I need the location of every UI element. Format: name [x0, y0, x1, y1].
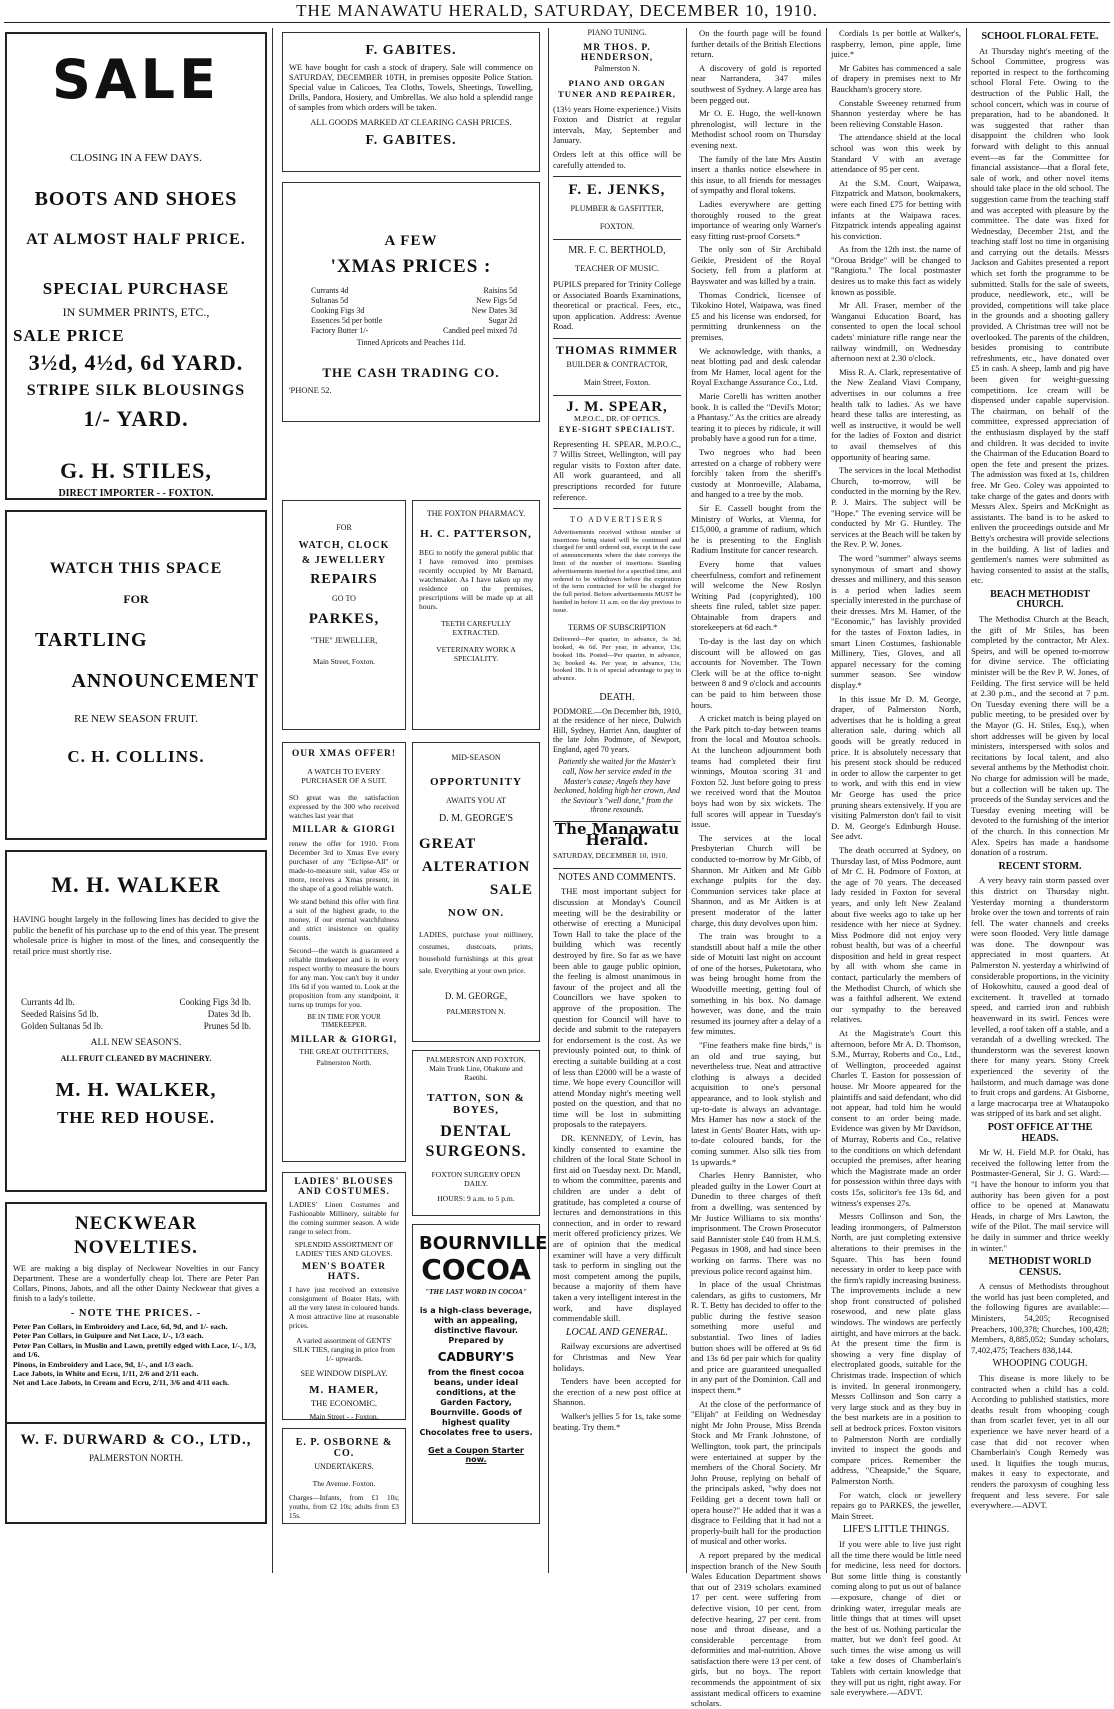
- summer-prints: IN SUMMER PRINTS, ETC.,: [62, 305, 210, 319]
- tatton-dental-ad: [412, 1050, 540, 1216]
- rimmer-ad: [553, 345, 681, 389]
- berthold-name: MR. F. C. BERTHOLD,: [568, 244, 666, 256]
- news-para: We acknowledge, with thanks, a neat blotting pad and desk calendar from Mr Hamer, local agent for the Royal Exchange Assurance Co., Ltd.: [691, 345, 821, 388]
- surgery-hours: HOURS: 9 a.m. to 5 p.m.: [437, 1194, 515, 1203]
- parkes-jewellery: & JEWELLERY: [301, 555, 387, 566]
- news-para: On the fourth page will be found further details of the British Elections return.: [691, 28, 821, 60]
- gabites-sign: F. GABITES.: [365, 133, 457, 148]
- news-para: Messrs Collinson and Son, the leading ironmongers, of Palmerston North, are just completing extensive alterations to their premises in the Square. This has been found necessary in order to keep pace with the firm's rapidly increasing business. The improvements include a new shop front constructed of polished rosewood, and new plate glass windows. The windows are perfectly airtight, and have mirrors at the back. At the present time the firm is showing a very fine display of electroplated goods, suitable for the Christmas trade. Inspection of which is invited. In general ironmongery, Messrs Collinson and Son carry a very large stock and as they buy in the best markets are in a position to sell at bedrock prices. Foxton visitors to Palmerston North are cordially invited to inspect the goods and compare prices. Remember the address, "Cheapside," the Square, Palmerston North.: [831, 1211, 961, 1486]
- cadburys: CADBURY'S: [437, 1350, 515, 1364]
- news-para: The services in the local Methodist Church, to-morrow, will be conducted in the morning by the Rev. P. J. Mairs. The subject will be "Hope." The evening service will be conducted by Mr G. Huntley. The services at the Beach will be taken by the Rev. P. W. Jones.: [831, 465, 961, 550]
- news-para: Cordials 1s per bottle at Walker's, raspberry, lemon, pine apple, lime juice.*: [831, 28, 961, 60]
- news-para: Mr O. E. Hugo, the well-known phrenologist, will lecture in the Methodist school room on Thursday evening next.: [691, 108, 821, 150]
- stripe-silk: STRIPE SILK BLOUSINGS: [26, 382, 246, 399]
- life-heading: LIFE'S LITTLE THINGS.: [842, 1524, 950, 1536]
- gabites-ad: [282, 32, 540, 172]
- millar-sign: MILLAR & GIORGI,: [290, 1035, 398, 1045]
- announcement-text: ANNOUNCEMENT: [71, 670, 259, 692]
- news-para: Ladies everywhere are getting thoroughly roused to the great importance of wearing only Warner's easy fitting rust-proof Corsets.*: [691, 198, 821, 241]
- price-item: Net and Lace Jabots, in Cream and Ecru, 2/11, 3/6 and 4/11 each.: [13, 1378, 230, 1388]
- spear-role: M.P.O.C., DR. OF OPTICS.: [573, 414, 661, 424]
- price-item: Peter Pan Collars, in Guipure and Net Lace, 1/-, 1/3 each.: [13, 1331, 204, 1341]
- gabites-body: WE have bought for cash a stock of drapery. Sale will commence on SATURDAY, DECEMBER 10TH, in premises opposite Police Station. Special value in Calicoes, Tea Cloths, Towels, Sheetings, Towelling, Drills, Pandora, Hosiery, and Umbrellas. We also hold a splendid range of samples from which orders will be taken.: [289, 63, 533, 112]
- spear-role2: EYE-SIGHT SPECIALIST.: [558, 425, 676, 435]
- notes-heading: NOTES AND COMMENTS.: [558, 871, 676, 883]
- news-para: The word "summer" always seems synonymous of smart and showy dresses and millinery, and this season is a period when ladies seem specially interested in the purchase of their dresses. Mrs M. Hamer, of the "Economic," has lavishly provided for the tastes of Foxton ladies, in smart Linen Costumes, fashionable Millinery, Ties, Gloves, and all apparel necessary for the coming summer season. See window display.*: [831, 552, 961, 691]
- parkes-street: Main Street, Foxton.: [312, 657, 376, 666]
- column-rule: [686, 28, 687, 1573]
- news-para: In this issue Mr D. M. George, draper, of Palmerston North, advertises that he is holding a great alteration sale, during which all goods will be greatly reduced in price. It is absolutely necessary that his present stock should be reduced in order to allow the carpenter to get to work, and with this end in view Mr George has used the price pruning shears extensively. If you are visiting Palmerston don't fail to visit D. M. George's Edinburgh House. See advt.: [831, 693, 961, 842]
- xmas-row: Sultanas 5d New Figs 5d: [311, 296, 517, 305]
- patterson-body: BEG to notify the general public that I have removed into premises recently occupied by Mr Barnard, watchmaker. As I have taken up my residence on the premises, prescriptions will be made up at all hours.: [419, 548, 533, 611]
- watch-offer: A WATCH TO EVERY PURCHASER OF A SUIT.: [301, 767, 387, 785]
- millar-outfitters: THE GREAT OUTFITTERS,: [299, 1047, 389, 1056]
- stiles-importer: DIRECT IMPORTER - - FOXTON.: [58, 488, 214, 499]
- parkes-the-jeweller: "THE" JEWELLER,: [310, 636, 378, 645]
- dental-surgeons: DENTAL SURGEONS.: [425, 1123, 527, 1160]
- herald-nameplate: The Manawatu Herald.: [554, 820, 680, 849]
- news-para: Mr All. Fraser, member of the Wanganui Education Board, has consented to open the local school cadets' miniature rifle range near the railway windmill, on Wednesday afternoon next at 2.30 o'clock.: [831, 300, 961, 364]
- tartling-text: TARTLING: [35, 629, 148, 651]
- xmas-row: Cooking Figs 3d New Dates 3d: [311, 306, 517, 315]
- spear-ad: [553, 398, 681, 502]
- news-para: A discovery of gold is reported near Narrandera, 347 miles southwest of Sydney. A large area has been pegged out.: [691, 62, 821, 105]
- floral-para: At Thursday night's meeting of the School Committee, progress was reported in respect to the forthcoming school Floral Fete. Owing to the destruction of the Public Hall, the school concert, which was in course of preparation, had to be abandoned. It was suggested that rather than disappoint the children who look forward with delight to this annual event—as far the Committee for financial assistance—that a floral fete, sale of work, and other novel items should take place in the old school. The suggestion came from the teaching staff and was accepted with pleasure by the committee. The date was fixed for Wednesday, December 21st, and the teaching staff lost no time in organising and carrying out the details. Messrs Jackson and Gabites presented a report which set forth the programme to be submitted. Stalls for the sale of sweets, produce, needlework, etc., will be provided, competitions will take place in the grounds and a shooting gallery provided. A Christmas tree will not be overlooked. The parents of the children, besides promising to contribute refreshments, etc., have donated over £5 in cash. A sheep, lamb and pig have been given for weight-guessing competitions. Ice cream will be dispensed under capable supervision. The chairman, on behalf of the committee, expressed appreciation of the enthusiasm displayed by the staff and children. It was decided to invite the Chairman of the Education Board to open the fete and present the prizes. The admission was fixed at 1s, children free. Mr Geo. Coley was appointed to take charge of the gates and doors with Messrs Alex. Speirs and McKnight as assistants. The band is to be asked to enliven the proceedings outside and Mr Betty's orchestra will provide selections in the building. A list of ladies and gentlemen's names were submitted as having consented to assist at the stalls, etc.: [971, 45, 1109, 586]
- parkes-go-to: GO TO: [332, 594, 356, 603]
- walker-name: M. H. WALKER,: [55, 1079, 217, 1101]
- george-place: PALMERSTON N.: [446, 1007, 506, 1016]
- death-verse: Patiently she waited for the Master's call, Now her service ended in the Master's cause; Angels they have beckoned, holding high her crown, And the Saviour's "well done," from the throne resounds.: [554, 757, 680, 815]
- foxton-pharmacy: THE FOXTON PHARMACY.: [426, 509, 526, 518]
- george-sale-ad: [412, 742, 540, 1042]
- price-item: Pinons, in Embroidery and Lace, 9d, 1/-, and 1/3 each.: [13, 1359, 194, 1369]
- gabites-heading: F. GABITES.: [365, 43, 457, 58]
- parkes-name: PARKES,: [308, 611, 380, 627]
- henderson-ad: [553, 28, 681, 170]
- tatton-firm: TATTON, SON & BOYES,: [427, 1092, 525, 1116]
- rimmer-place: Main Street, Foxton.: [583, 378, 651, 388]
- now-on: NOW ON.: [447, 907, 505, 919]
- closing-text: CLOSING IN A FEW DAYS.: [70, 152, 202, 164]
- awaits: AWAITS YOU AT: [446, 796, 506, 805]
- masthead-rule: [4, 22, 1110, 23]
- local-general-heading: LOCAL AND GENERAL.: [565, 1326, 669, 1338]
- subscription-heading: TERMS OF SUBSCRIPTION: [568, 622, 666, 632]
- cash-trading-name: THE CASH TRADING CO.: [322, 365, 500, 380]
- news-para: To-day is the last day on which discount will be allowed on gas accounts for November. The Town Clerk will be at the office to-night between 8 and 9 o'clock and accounts can be paid to him between those hours.: [691, 636, 821, 710]
- henderson-body: (13½ years Home experience.) Visits Foxton and District at regular intervals, May, September and January.: [553, 103, 681, 146]
- news-para: Thomas Condrick, licensee of Tikokino Hotel, Waipawa, was fined £5 and his license was endorsed, for permitting drunkenness on the premises.: [691, 289, 821, 343]
- jenks-ad: [553, 182, 681, 233]
- news-para: At the close of the performance of "Elijah" at Feilding on Wednesday night Mr John Prouse, Miss Brenda Stock and Mr Frank Johnstone, of Wellington, took part, the principals were entertained at supper by the members of the Choral Society. Mr John Prouse, replying on behalf of the principals asked, "why does not Feilding get a decent town hall or opera house?" He added that it was a disgrace to Feilding that it had not a properly-built hall for the production of musical and other works.: [691, 1398, 821, 1547]
- millar-body3: We stand behind this offer with first a suit of the highest grade, to the money, if our eternal watchfulness and strict insistence on quality counts.: [289, 897, 399, 942]
- news-para: Two negroes who had been arrested on a charge of robbery were forcibly taken from the sheriff's custody at Monroeville, Alabama, and hanged to a tree by the mob.: [691, 446, 821, 500]
- collins-name: C. H. COLLINS.: [67, 747, 205, 766]
- collins-watch-ad: [5, 510, 267, 840]
- walker-price-row: Golden Sultanas 5d lb. Prunes 5d lb.: [21, 1021, 251, 1031]
- mid-season: MID-SEASON: [451, 753, 501, 762]
- henderson-place: Palmerston N.: [594, 63, 640, 73]
- xmas-row: Factory Butter 1/- Candied peel mixed 7d: [311, 326, 517, 335]
- boater-hats: MEN'S BOATER HATS.: [302, 1262, 386, 1282]
- news-para: As from the 12th inst. the name of "Oroua Bridge" will be changed to "Rangiotu." The local postmaster desires us to make this fact as widely known as possible.: [831, 244, 961, 297]
- neckwear-heading: NECKWEAR NOVELTIES.: [74, 1213, 198, 1258]
- hamer-body2: I have just received an extensive consignment of Boater Hats, with all the very latest in coloured bands. A most attractive line at reasonable prices.: [289, 1285, 399, 1330]
- patterson-ad: [412, 500, 540, 730]
- news-para: A report prepared by the medical inspection branch of the New South Wales Education Department shows that out of 2319 scholars examined 17 per cent. were suffering from defective vision, 10 per cent. from defective hearing, 27 per cent. from nose and throat disease, and a considerable percentage from deformities and mal-nutrition. Above satisfaction there were 13 per cent. of girls, but no boys. The report recommends the appointment of six assistant medical officers to examine scholars.: [691, 1549, 821, 1709]
- census-para: A census of Methodists throughout the world has just been completed, and the following figures are available:—Ministers, 54,205; Recognised Preachers, 100,378; Churches, 100,428; Members, 8,885,052; Sunday scholars, 7,402,475; Teachers 838,144.: [971, 1281, 1109, 1355]
- millar-body: SO great was the satisfaction expressed by the 300 who received watches last year that: [289, 793, 399, 820]
- notes-para: THE most important subject for discussion at Monday's Council meeting will be the desirability or otherwise of erecting a Municipal Town Hall to take the place of the building which was recently destroyed by fire. So far as we have been able to gauge public opinion, the feeling is almost unanimous in favour of the project and all the Councillors we have spoken to approve of the proposition. The question for Council will have to decide and submit to the ratepayers for endorsement is the cost. As we previously pointed out, to think of erecting a suitable building at a cost of less than £2000 will be a waste of time. We hope every Councillor will attend Monday night's meeting well posted on the question, and that no time will be lost in submitting proposals to the ratepayers.: [553, 886, 681, 1130]
- osborne-charges: Charges—Infants, from £1 10s; youths, from £2 10s; adults from £3 15s.: [289, 1494, 399, 1520]
- tatton-top2: Main Trunk Line, Ohakune and Raetihi.: [429, 1064, 523, 1082]
- hamer-name: M. HAMER,: [309, 1384, 379, 1396]
- hamer-ad: [282, 1172, 406, 1420]
- new-seasons: ALL NEW SEASON'S.: [90, 1038, 182, 1048]
- death-body: PODMORE.—On December 8th, 1910, at the residence of her niece, Dulwich Hill, Sydney, Harriet Ann, daughter of the late John Podmore, of Newport, England, aged 70 years.: [553, 706, 681, 754]
- hamer-street: Main Street - - Foxton.: [309, 1412, 379, 1421]
- sale-price-label: SALE PRICE: [13, 326, 125, 345]
- xmas-row: Currants 4d Raisins 5d: [311, 286, 517, 295]
- boots-heading: BOOTS AND SHOES: [34, 188, 238, 210]
- column-4: [691, 28, 821, 1709]
- a-few: A FEW: [384, 233, 438, 249]
- floral-fete-heading: SCHOOL FLORAL FETE.: [981, 31, 1099, 42]
- george-sign: D. M. GEORGE,: [444, 991, 508, 1001]
- henderson-name: MR THOS. P. HENDERSON,: [580, 42, 654, 64]
- news-para: Sir E. Cassell bought from the Ministry of Works, at Vienna, for £15,000, a gramme of radium, which he is presenting to the English Radium Institute for cancer research.: [691, 502, 821, 556]
- notes-para: DR. KENNEDY, of Levin, has kindly consented to examine the children of the local State School in first aid on Tuesday next. Dr. Mandl, to whom the committee, parents and children are under a debt of gratitude, has completed a course of lectures and demonstrations in this connection, and in order to reward merit offered proficiency prizes. We are of opinion that the medical examiner will have a very difficult task to perform in singling out the most competent among the pupils, because a majority of them have taken a very intelligent interest in the work, and have displayed commendable skill.: [553, 1133, 681, 1324]
- column-6: [971, 28, 1109, 1573]
- news-para: "Fine feathers make fine birds," is an old and true saying, but nevertheless true. Neat and attractive clothing is always a decided acquisition to one's personal appearance, and to look stylish and up-to-date is always an advantage. Mrs Hamer has now a stock of the latest in Gents' Boater Hats, with up-to-date coloured bands, for the coming summer. Also silk ties from 1s upwards.*: [691, 1040, 821, 1167]
- cough-para: This disease is more likely to be contracted when a child has a cold. According to published statistics, more deaths result from whooping cough than from scarlet fever, yet in all our experience we have never heard of a case that did not recover when Chamberlain's Cough Remedy was used. It liquifies the tough mucus, makes it easy to expectorate, and renders the paroxysm of coughing less frequent and less severe. For sale everywhere.—ADVT.: [971, 1373, 1109, 1511]
- column-rule: [272, 28, 273, 1573]
- red-house: THE RED HOUSE.: [56, 1108, 216, 1127]
- local-para: Walker's jellies 5 for 1s, take some beating. Try them.*: [553, 1410, 681, 1432]
- osborne-ad: [282, 1428, 406, 1524]
- walker-body: HAVING bought largely in the following lines has decided to give the public the benefit of his purchase up to the end of this year. The present wholesale price is higher in most of the lines, and consequently the retail price must shortly rise.: [13, 914, 259, 956]
- storm-heading: RECENT STORM.: [998, 860, 1082, 872]
- advertisers-body: Advertisements received without number of insertions being stated will be continued and charged for until ordered out, except in the case of announcements where the date conveys the limit of the number of insertions. Standing advertisements inserted for a specified time, and ordered to be withdrawn before the expiration of the term contracted for will be charged for the full period. Before advertisements MUST be handed in before 11 a.m. on the day previous to issue.: [553, 528, 681, 614]
- local-para: Railway excursions are advertised for Christmas and New Year holidays.: [553, 1341, 681, 1373]
- patterson-name: H. C. PATTERSON,: [420, 528, 532, 540]
- cocoa-body: is a high-class beverage, with an appealing, distinctive flavour. Prepared by: [419, 1306, 533, 1345]
- price-list: 3½d, 4½d, 6d YARD.: [28, 350, 244, 375]
- henderson-body2: Orders left at this office will be carefully attended to.: [553, 148, 681, 170]
- parkes-for: FOR: [336, 523, 352, 532]
- column-rule: [826, 28, 827, 1573]
- millar-body2: renew the offer for 1910. From December 3rd to Xmas Eve every purchaser of any "Eclipse-All" or made-to-measure suit, value 45s or more, receives a Xmas present, in the shape of a good reliable watch.: [289, 839, 399, 893]
- economic: THE ECONOMIC.: [310, 1398, 378, 1408]
- subscription-body: Delivered—Per quarter, in advance, 3s 3d; booked, 4s 6d. Per year, in advance, 13s; booked 18s. Posted—Per quarter, in advance, 3s; booked 4s. Per year, in advance, 13s; booked 18s. It is of special advantage to pay in advance.: [553, 636, 681, 683]
- durward-neckwear-ad: [5, 1202, 267, 1424]
- local-para: Tenders have been accepted for the erection of a new post office at Shannon.: [553, 1376, 681, 1408]
- herald-dateline: SATURDAY, DECEMBER 10, 1910.: [553, 851, 668, 861]
- half-price-text: AT ALMOST HALF PRICE.: [26, 231, 246, 248]
- post-para: Mr W. H. Field M.P. for Otaki, has received the following letter from the Postmaster-General, Sir J. G. Ward:— "I have the honour to inform you that authority has been given for a post office to be opened at Manawatu Heads, in charge of Mrs Lawton, the wife of the Pilot. The mail service will be daily in summer and thrice weekly in winter.": [971, 1147, 1109, 1253]
- news-para: At the S.M. Court, Waipawa, Fitzpatrick and Matson, bookmakers, were each fined £75 for betting with infants at the Waipawa races. Fitzpatrick intends appealing against his conviction.: [831, 177, 961, 241]
- coupon-starter: Get a Coupon Starter now.: [428, 1446, 524, 1464]
- new-season-fruit: RE NEW SEASON FRUIT.: [74, 713, 198, 725]
- durward-footer: [5, 1424, 267, 1524]
- millar-firm: MILLAR & GIORGI: [292, 825, 396, 835]
- special-purchase: SPECIAL PURCHASE: [42, 279, 230, 298]
- stiles-name: G. H. STILES,: [60, 458, 212, 483]
- alteration: ALTERATION: [421, 859, 531, 875]
- xmas-offer-heading: OUR XMAS OFFER!: [291, 749, 397, 759]
- jenks-name: F. E. JENKS,: [568, 182, 666, 199]
- walker-ad: [5, 850, 267, 1192]
- rimmer-name: THOMAS RIMMER: [556, 343, 678, 358]
- millar-giorgi-ad: [282, 742, 406, 1162]
- news-para: At the Magistrate's Court this afternoon, before Mr A. D. Thomson, S.M., Murray, Roberts and Co., Ltd., of Wellington, proceeded against Charles T. Easton for possession of house. Mr Moore appeared for the plaintiffs and said defendant, who did not appear, had told him he would consent to an order being made. Evidence was given by Mr Davidson, of Murray, Roberts and Co., relative to the conditions on which defendant occupied the premises, after hearing which the Magistrate made an order for possession within three days with costs 15s, solicitor's fee 13s 6d, and witness's expenses 27s.: [831, 1028, 961, 1208]
- fruit-cleaned: ALL FRUIT CLEANED BY MACHINERY.: [60, 1054, 212, 1063]
- news-para: Miss R. A. Clark, representative of the New Zealand Viavi Company, advertises in our columns a free health talk to ladies. As we have heard these talks are interesting, as well as instructive, it would be well for the ladies of Foxton and district to avail themselves of this opportunity of hearing same.: [831, 366, 961, 462]
- price-item: Peter Pan Collars, in Muslin and Lawn, prettily edged with Lace, 1/-, 1/3, and 1/6.: [13, 1340, 256, 1360]
- price-item: Peter Pan Collars, in Embroidery and Lace, 6d, 9d, and 1/- each.: [13, 1322, 228, 1331]
- stiles-sale-ad: [5, 32, 267, 500]
- phone: 'PHONE 52.: [289, 385, 332, 395]
- xmas-row: Essences 5d per bottle Sugar 2d: [311, 316, 517, 325]
- walker-heading: M. H. WALKER: [51, 872, 221, 897]
- news-para: A cricket match is being played on the Park pitch to-day between teams from the local and Moutoa schools. At the luncheon adjournment both teams had completed their first winnings, Moutoa scoring 31 and Foxton 52. Just before going to press we received word that the Moutoa boys had won by six wickets. The full scores will appear in Tuesday's issue.: [691, 713, 821, 830]
- news-para: The attendance shield at the local school was won this week by Standard V with an average attendance of 95 per cent.: [831, 132, 961, 175]
- storm-para: A very heavy rain storm passed over this district on Thursday night. Yesterday morning a thunderstorm broke over the town and torrents of rain fell. The water channels and creeks were soon flooded. Very little damage was done. The downpour was appreciated in most quarters. At Palmerston N. yesterday a whirlwind of considerable proportions, in the vicinity of Hokowhitu, caused a good deal of excitement. It travelled at tornado speed, and carried iron and rubbish heavenward in its swirl. Fences were levelled, a roof taken off a stable, and a verandah of a dwelling wrecked. The thunderstorm was the severest known there for many years. Stony Creek experienced the severity of the hailstorm, and much damage was done to fruit crops and gardens. At Gisborne, a large macrocarpa tree at Whataupoko was stripped of its bark and set alight.: [971, 875, 1109, 1119]
- masthead: THE MANAWATU HERALD, SATURDAY, DECEMBER 10, 1910.: [296, 1, 818, 20]
- silk-ties: A varied assortment of GENTS' SILK TIES, ranging in price from 1/- upwards.: [293, 1336, 395, 1363]
- last-word: "THE LAST WORD IN COCOA": [425, 1288, 527, 1296]
- osborne-addr: The Avenue. Foxton.: [312, 1479, 376, 1488]
- column-rule: [966, 28, 967, 1573]
- millar-body4: Second—the watch is guaranteed a reliable timekeeper and is in every respect worthy to measure the hours for any man. You can't buy it under 10s 6d if you wanted to. Look at the proposition from any standpoint, it turns up trumps for you.: [289, 946, 399, 1009]
- beach-church-heading: BEACH METHODIST CHURCH.: [990, 588, 1090, 611]
- yard-price: 1/- YARD.: [83, 406, 189, 431]
- rimmer-role: BUILDER & CONTRACTOR,: [566, 359, 668, 369]
- durward-name: W. F. DURWARD & CO., LTD.,: [20, 1432, 252, 1448]
- news-para: The family of the late Mrs Austin insert a thanks notice elsewhere in this issue, to all friends for messages of sympathy and floral tokens.: [691, 153, 821, 196]
- sale: SALE: [489, 882, 533, 898]
- hamer-splendid: SPLENDID ASSORTMENT OF LADIES' TIES AND GLOVES.: [294, 1240, 394, 1258]
- durward-place: PALMERSTON NORTH.: [89, 1453, 183, 1463]
- for-text: FOR: [123, 592, 149, 606]
- jenks-place: FOXTON.: [599, 222, 635, 232]
- post-office-heading: POST OFFICE AT THE HEADS.: [987, 1121, 1093, 1144]
- news-para: Charles Henry Bannister, who pleaded guilty in the Lower Court at Dunedin to three charges of theft from a dwelling, was sentenced by Mr Justice Williams to six months' imprisonment. The Crown Prosecutor said Bannister stole £40 from H.M.S. Pegasus in 1908, and had since been working on farms. There was no previous police record against him.: [691, 1170, 821, 1276]
- apricots: Tinned Apricots and Peaches 11d.: [356, 338, 466, 347]
- henderson-role: PIANO AND ORGAN TUNER AND REPAIRER,: [558, 78, 676, 99]
- watch-space: WATCH THIS SPACE: [49, 560, 223, 577]
- walker-price-row: Seeded Raisins 5d lb. Dates 3d lb.: [21, 1009, 251, 1019]
- census-heading: METHODIST WORLD CENSUS.: [988, 1256, 1092, 1278]
- news-para: Every home that values cheerfulness, comfort and refinement will welcome the New Roslyn Writing Pad (copyrighted), 100 sheets fine ruled, tablet size paper. Obtainable from drapers and storekeepers at 6d each.*: [691, 558, 821, 633]
- news-para: Mr Gabites has commenced a sale of drapery in premises next to Mr Bauckham's grocery store.: [831, 62, 961, 94]
- millar-keeper: BE IN TIME FOR YOUR TIMEKEEPER.: [307, 1013, 381, 1029]
- news-para: In place of the usual Christmas calendars, as gifts to customers, Mr R. T. Betty has decided to offer to the public during the festive season something more useful and substantial. Two lines of ladies button shoes will be offered at 9s 6d and 13s 6d per pair which for quality and price are guaranteed unequalled in any part of the Dominion. Call and inspect them.*: [691, 1279, 821, 1396]
- news-para: The services at the local Presbyterian Church will be conducted to-morrow by Mr Gibb, of Shannon. Mr Aitken and Mr Gibb exchange pulpits for the day. Communion services take place at Shannon, and as Mr Aitken is at present moderator of the latter charge, this duty devolves upon him.: [691, 832, 821, 928]
- george-name-top: D. M. GEORGE'S: [438, 813, 514, 824]
- parkes-watch: WATCH, CLOCK: [298, 540, 390, 551]
- life-para: If you were able to live just right all the time there would be little need for medicine, less need for doctors. But some little thing is constantly coming along to put us out of balance—exposure, change of diet or drinking water, irregular meals are little things that at times will upset the best of us. Nothing particular the matter, but we don't feel good. At such times the wise among us will take a few doses of Chamberlain's Tablets with certain knowledge that they will put us right, right away. For sale everywhere.—ADVT.: [831, 1538, 961, 1698]
- spear-body: Representing H. SPEAR, M.P.O.C., 7 Willis Street, Wellington, will pay regular visits to Foxton after date. All work guaranteed, and all prescriptions recorded for future reference.: [553, 438, 681, 502]
- vet-work: VETERINARY WORK A SPECIALITY.: [436, 645, 516, 663]
- surgery-open: FOXTON SURGERY OPEN DAILY.: [431, 1170, 521, 1188]
- cadbury-cocoa-ad: [412, 1224, 548, 1524]
- news-para: The only son of Sir Archibald Geikie, President of the Royal Society, fell from a platform at Bayswater and was killed by a train.: [691, 244, 821, 287]
- parkes-repairs: REPAIRS: [310, 572, 378, 587]
- gabites-goods: ALL GOODS MARKED AT CLEARING CASH PRICES.: [310, 117, 512, 127]
- sale-heading: SALE: [52, 48, 220, 111]
- millar-place: Palmerston North.: [316, 1058, 372, 1067]
- neckwear-body: WE are making a big display of Neckwear Novelties in our Fancy Department. These are a wonderfully cheap lot. There are Peter Pan Collars, Pinons, Jabots, and all the other Dainty Neckwear that gives a finish to a lady's toilette.: [13, 1264, 259, 1303]
- price-item: Lace Jabots, in White and Ecru, 1/11, 2/6 and 2/11 each.: [13, 1369, 199, 1379]
- teeth-extracted: TEETH CAREFULLY EXTRACTED.: [441, 619, 511, 637]
- berthold-ad: [553, 246, 681, 332]
- osborne-role: UNDERTAKERS.: [314, 1462, 374, 1471]
- opportunity: OPPORTUNITY: [430, 776, 522, 788]
- spear-name: J. M. SPEAR,: [566, 398, 668, 415]
- death-heading: DEATH.: [599, 691, 635, 703]
- osborne-name: E. P. OSBORNE & CO.: [295, 1437, 393, 1459]
- walker-price-row: Currants 4d lb. Cooking Figs 3d lb.: [21, 997, 251, 1007]
- note-prices: - NOTE THE PRICES. -: [70, 1308, 202, 1319]
- tatton-top: PALMERSTON AND FOXTON.: [426, 1055, 526, 1064]
- window-display: SEE WINDOW DISPLAY.: [300, 1369, 388, 1378]
- news-para: For watch, clock or jewellery repairs go to PARKES, the jeweller, Main Street.: [831, 1489, 961, 1521]
- xmas-prices: 'XMAS PRICES :: [330, 256, 492, 277]
- great: GREAT: [419, 836, 477, 852]
- george-body: LADIES, purchase your millinery, costumes, dustcoats, prints, household furnishings at this great sale. Everything at your own price.: [419, 930, 533, 975]
- cocoa-word: COCOA: [421, 1253, 531, 1286]
- news-para: The death occurred at Sydney, on Thursday last, of Miss Podmore, aunt of Mr C. H. Podmore of Foxton, at the age of 70 years. The deceased lady resided in Foxton for several years, and only left New Zealand about five weeks ago to take up her residence with her niece at Sydney. Miss Podmore did not enjoy very robust health, but was of a cheerful disposition and held in great respect by all with whom she came in contact, particularly the members of the Methodist Church, of which she was a faithful adherent. We extend our sympathy to the bereaved relatives.: [831, 844, 961, 1025]
- hamer-heading: LADIES' BLOUSES AND COSTUMES.: [294, 1177, 394, 1197]
- berthold-body: PUPILS prepared for Trinity College or Associated Boards Examinations, theoretical or practical. Fees, etc., upon application. Address: Avenue Road.: [553, 279, 681, 332]
- hamer-body: LADIES' Linen Costumes and Fashionable Millinery, suitable for the coming summer season. A wide range to select from.: [289, 1200, 399, 1236]
- piano-tuning: PIANO TUNING.: [587, 28, 647, 37]
- news-para: Marie Corelli has written another book. It is called the "Devil's Motor; a Phantasy." As the critics are already tearing it to pieces by ridicule, it will probably have a good run for a time.: [691, 391, 821, 444]
- column-5: [831, 28, 961, 1698]
- bournville: BOURNVILLE: [419, 1233, 548, 1254]
- advertisers-heading: TO ADVERTISERS: [570, 515, 664, 525]
- news-para: Constable Sweeney returned from Shannon yesterday where he has been relieving Constable Hason.: [831, 97, 961, 129]
- jenks-role: PLUMBER & GASFITTER,: [570, 203, 664, 213]
- beach-para: The Methodist Church at the Beach, the gift of Mr Stiles, has been completed by the contractor, Mr Alex. Speirs, and will be opened to-morrow for divine service. The officiating minister will be the Rev P. W. Jones, of Feilding. The first service will be held at 2.30 p.m., and the second at 7 p.m. On Tuesday evening there will be a public meeting, to be presided over by the Mayor (G. H. Stiles, Esq.), when short addresses will be given by local ministers, interspersed with solos and recitations by local talent, and also several anthems by the Methodist choir. No charge for admission will be made, but a collection will be taken up. The proceeds of the Sunday services and the Tuesday evening meeting will be devoted to the furnishing of the interior of the church. In this connection Mr Alex. Speirs has made a handsome donation of a rostrum.: [971, 614, 1109, 858]
- cocoa-body2: from the finest cocoa beans, under ideal conditions, at the Garden Factory, Bournville. Goods of highest quality Chocolates free to users.: [419, 1368, 533, 1437]
- column-3: [553, 28, 681, 1573]
- parkes-ad: [282, 500, 406, 730]
- news-para: The train was brought to a standstill about half a mile the other side of Motuiti last night on account of one of the horses, Puketotara, who was being brought home from the Woodville meeting, getting foul of something in his box. No damage however, was done, and the train resumed its journey after a delay of a few minutes.: [691, 931, 821, 1037]
- cash-trading-ad: [282, 182, 540, 422]
- column-rule: [548, 28, 549, 1573]
- cough-heading: WHOOPING COUGH.: [992, 1358, 1088, 1370]
- berthold-role: TEACHER OF MUSIC.: [574, 262, 660, 273]
